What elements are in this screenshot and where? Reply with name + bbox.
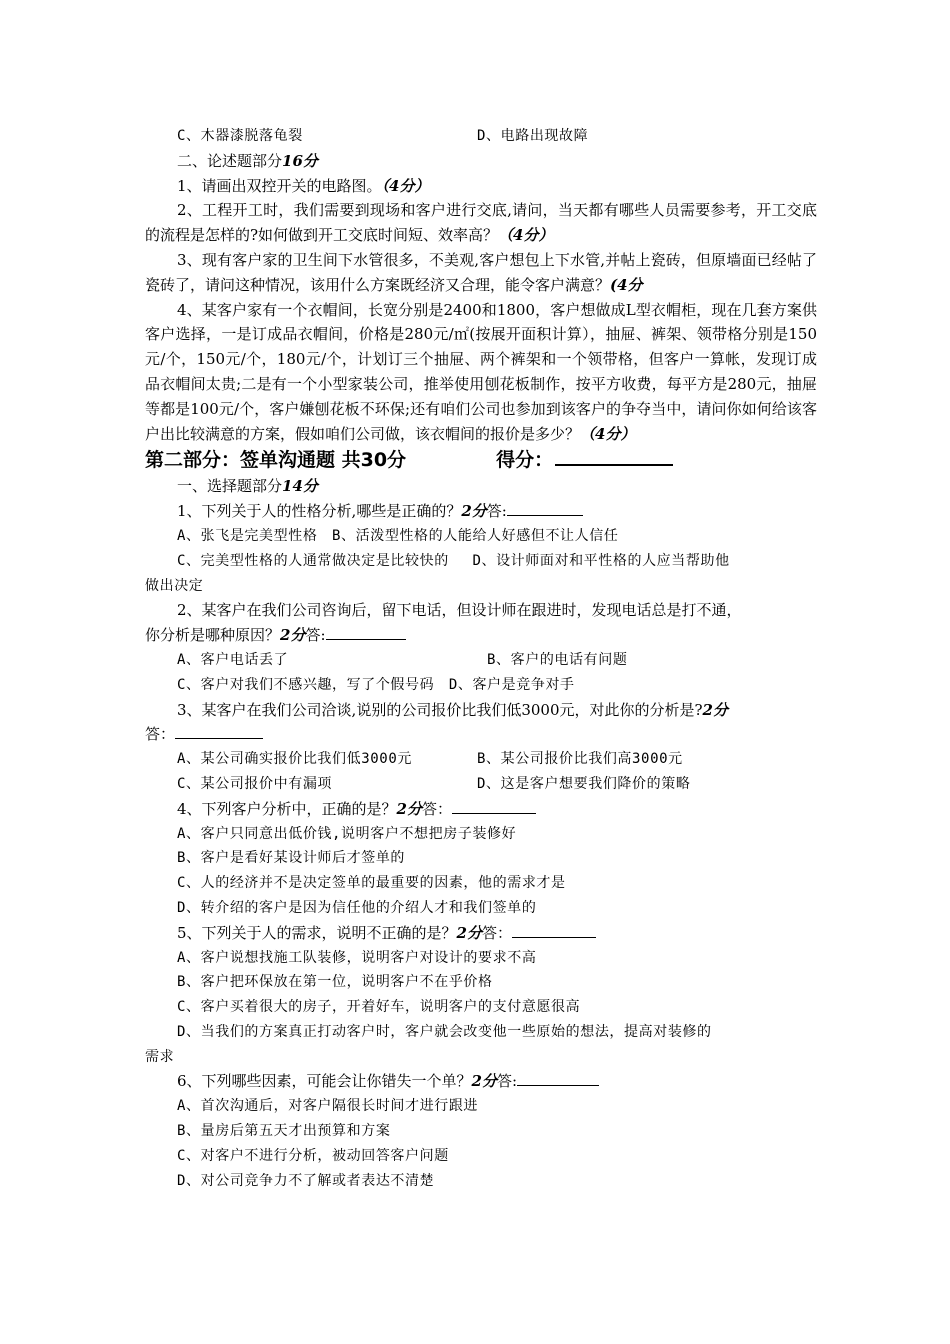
q6-option-b: B、量房后第五天才出预算和方案 xyxy=(177,1123,391,1140)
q4-option-d: D、转介绍的客户是因为信任他的介绍人才和我们签单的 xyxy=(177,899,537,916)
answer-blank[interactable] xyxy=(517,1071,599,1086)
option-c: C、木器漆脱落龟裂 xyxy=(177,128,303,144)
choice-question-4: 4、下列客户分析中，正确的是？2分答： xyxy=(145,797,817,822)
q5-option-c: C、客户买着很大的房子，开着好车，说明客户的支付意愿很高 xyxy=(177,999,581,1016)
prev-question-options xyxy=(145,124,817,149)
choice-question-2-cont: 你分析是哪种原因？2分答: xyxy=(145,623,817,648)
essay-question-1: 1、请画出双控开关的电路图。（4分） xyxy=(177,176,430,195)
document-content xyxy=(145,124,817,1193)
option-d: D、电路出现故障 xyxy=(477,128,589,144)
q4-option-c: C、人的经济并不是决定签单的最重要的因素，他的需求才是 xyxy=(177,875,566,892)
essay-question-3: 3、现有客户家的卫生间下水管很多，不美观,客户想包上下水管,并帖上瓷砖，但原墙面已经帖了瓷砖了，请问这种情况，该用什么方案既经济又合理，能令客户满意？(4分 xyxy=(145,250,817,294)
answer-blank[interactable] xyxy=(175,724,263,739)
score-blank[interactable] xyxy=(555,446,673,466)
choice-section-points: 14分 xyxy=(282,477,318,496)
choice-section-title: 一、选择题部分14分 xyxy=(177,477,318,496)
q6-option-d: D、对公司竞争力不了解或者表达不清楚 xyxy=(177,1172,435,1189)
part2-heading xyxy=(145,446,817,474)
answer-blank[interactable] xyxy=(507,501,583,516)
essay-question-4: 4、某客户家有一个衣帽间，长宽分别是2400和1800，客户想做成L型衣帽柜，现在几套方案供客户选择，一是订成品衣帽间，价格是280元/㎡(按展开面积计算），抽屉、裤架、领带格分别是150元/个，150元/个，180元/个，计划订三个抽屉、两个裤架和一个领带格，但客户一算帐，发现订成品衣帽间太贵;二是有一个小型家装公司，推举使用刨花板制作，按平方收费，每平方是280元，抽屉等都是100元/个，客户嫌刨花板不环保;还有咱们公司也参加到该客户的争夺当中，请问你如何给该客户出比较满意的方案，假如咱们公司做，该衣帽间的报价是多少？（4分） xyxy=(145,300,817,443)
choice-question-2: 2、某客户在我们公司咨询后，留下电话，但设计师在跟进时，发现电话总是打不通， xyxy=(177,601,742,620)
q4-option-a: A、客户只同意出低价钱,说明客户不想把房子装修好 xyxy=(177,825,517,842)
q1-options-ab: A、张飞是完美型性格 B、活泼型性格的人能给人好感但不让人信任 xyxy=(177,527,619,544)
q2-options-ab: A、客户电话丢了 B、客户的电话有问题 xyxy=(177,651,628,668)
essay-question-2: 2、工程开工时，我们需要到现场和客户进行交底,请问，当天都有哪些人员需要参考，开工交底的流程是怎样的?如何做到开工交底时间短、效率高？（4分） xyxy=(145,201,817,245)
q3-options-ab: A、某公司确实报价比我们低3000元 B、某公司报价比我们高3000元 xyxy=(177,751,683,768)
choice-question-3-answer: 答： xyxy=(145,722,817,747)
q2-options-cd: C、客户对我们不感兴趣，写了个假号码 D、客户是竞争对手 xyxy=(177,676,575,693)
choice-question-6: 6、下列哪些因素，可能会让你错失一个单？2分答: xyxy=(145,1069,817,1094)
choice-question-5: 5、下列关于人的需求，说明不正确的是？2分答： xyxy=(145,921,817,946)
choice-question-3: 3、某客户在我们公司洽谈,说别的公司报价比我们低3000元，对此你的分析是?2分 xyxy=(177,700,728,719)
answer-blank[interactable] xyxy=(452,799,536,814)
q6-option-a: A、首次沟通后，对客户隔很长时间才进行跟进 xyxy=(177,1098,479,1115)
q1-options-cd-cont: 做出决定 xyxy=(145,577,204,594)
essay-section-title: 二、论述题部分16分 xyxy=(177,151,318,170)
score-label: 得分： xyxy=(496,449,554,472)
q1-options-cd: C、完美型性格的人通常做决定是比较快的 D、设计师面对和平性格的人应当帮助他 xyxy=(177,552,730,569)
q4-option-b: B、客户是看好某设计师后才签单的 xyxy=(177,850,406,867)
q3-options-cd: C、某公司报价中有漏项 D、这是客户想要我们降价的策略 xyxy=(177,775,691,792)
part2-title: 第二部分：签单沟通题 共30分 xyxy=(145,449,407,472)
q5-option-b: B、客户把环保放在第一位，说明客户不在乎价格 xyxy=(177,974,493,991)
q5-option-d: D、当我们的方案真正打动客户时，客户就会改变他一些原始的想法，提高对装修的 xyxy=(177,1023,712,1040)
essay-section-points: 16分 xyxy=(282,151,318,170)
q6-option-c: C、对客户不进行分析，被动回答客户问题 xyxy=(177,1147,449,1164)
choice-question-1: 1、下列关于人的性格分析,哪些是正确的？2分答: xyxy=(145,499,817,524)
q5-option-d-cont: 需求 xyxy=(145,1048,175,1065)
q5-option-a: A、客户说想找施工队装修，说明客户对设计的要求不高 xyxy=(177,949,537,966)
answer-blank[interactable] xyxy=(512,923,596,938)
answer-blank[interactable] xyxy=(326,625,406,640)
